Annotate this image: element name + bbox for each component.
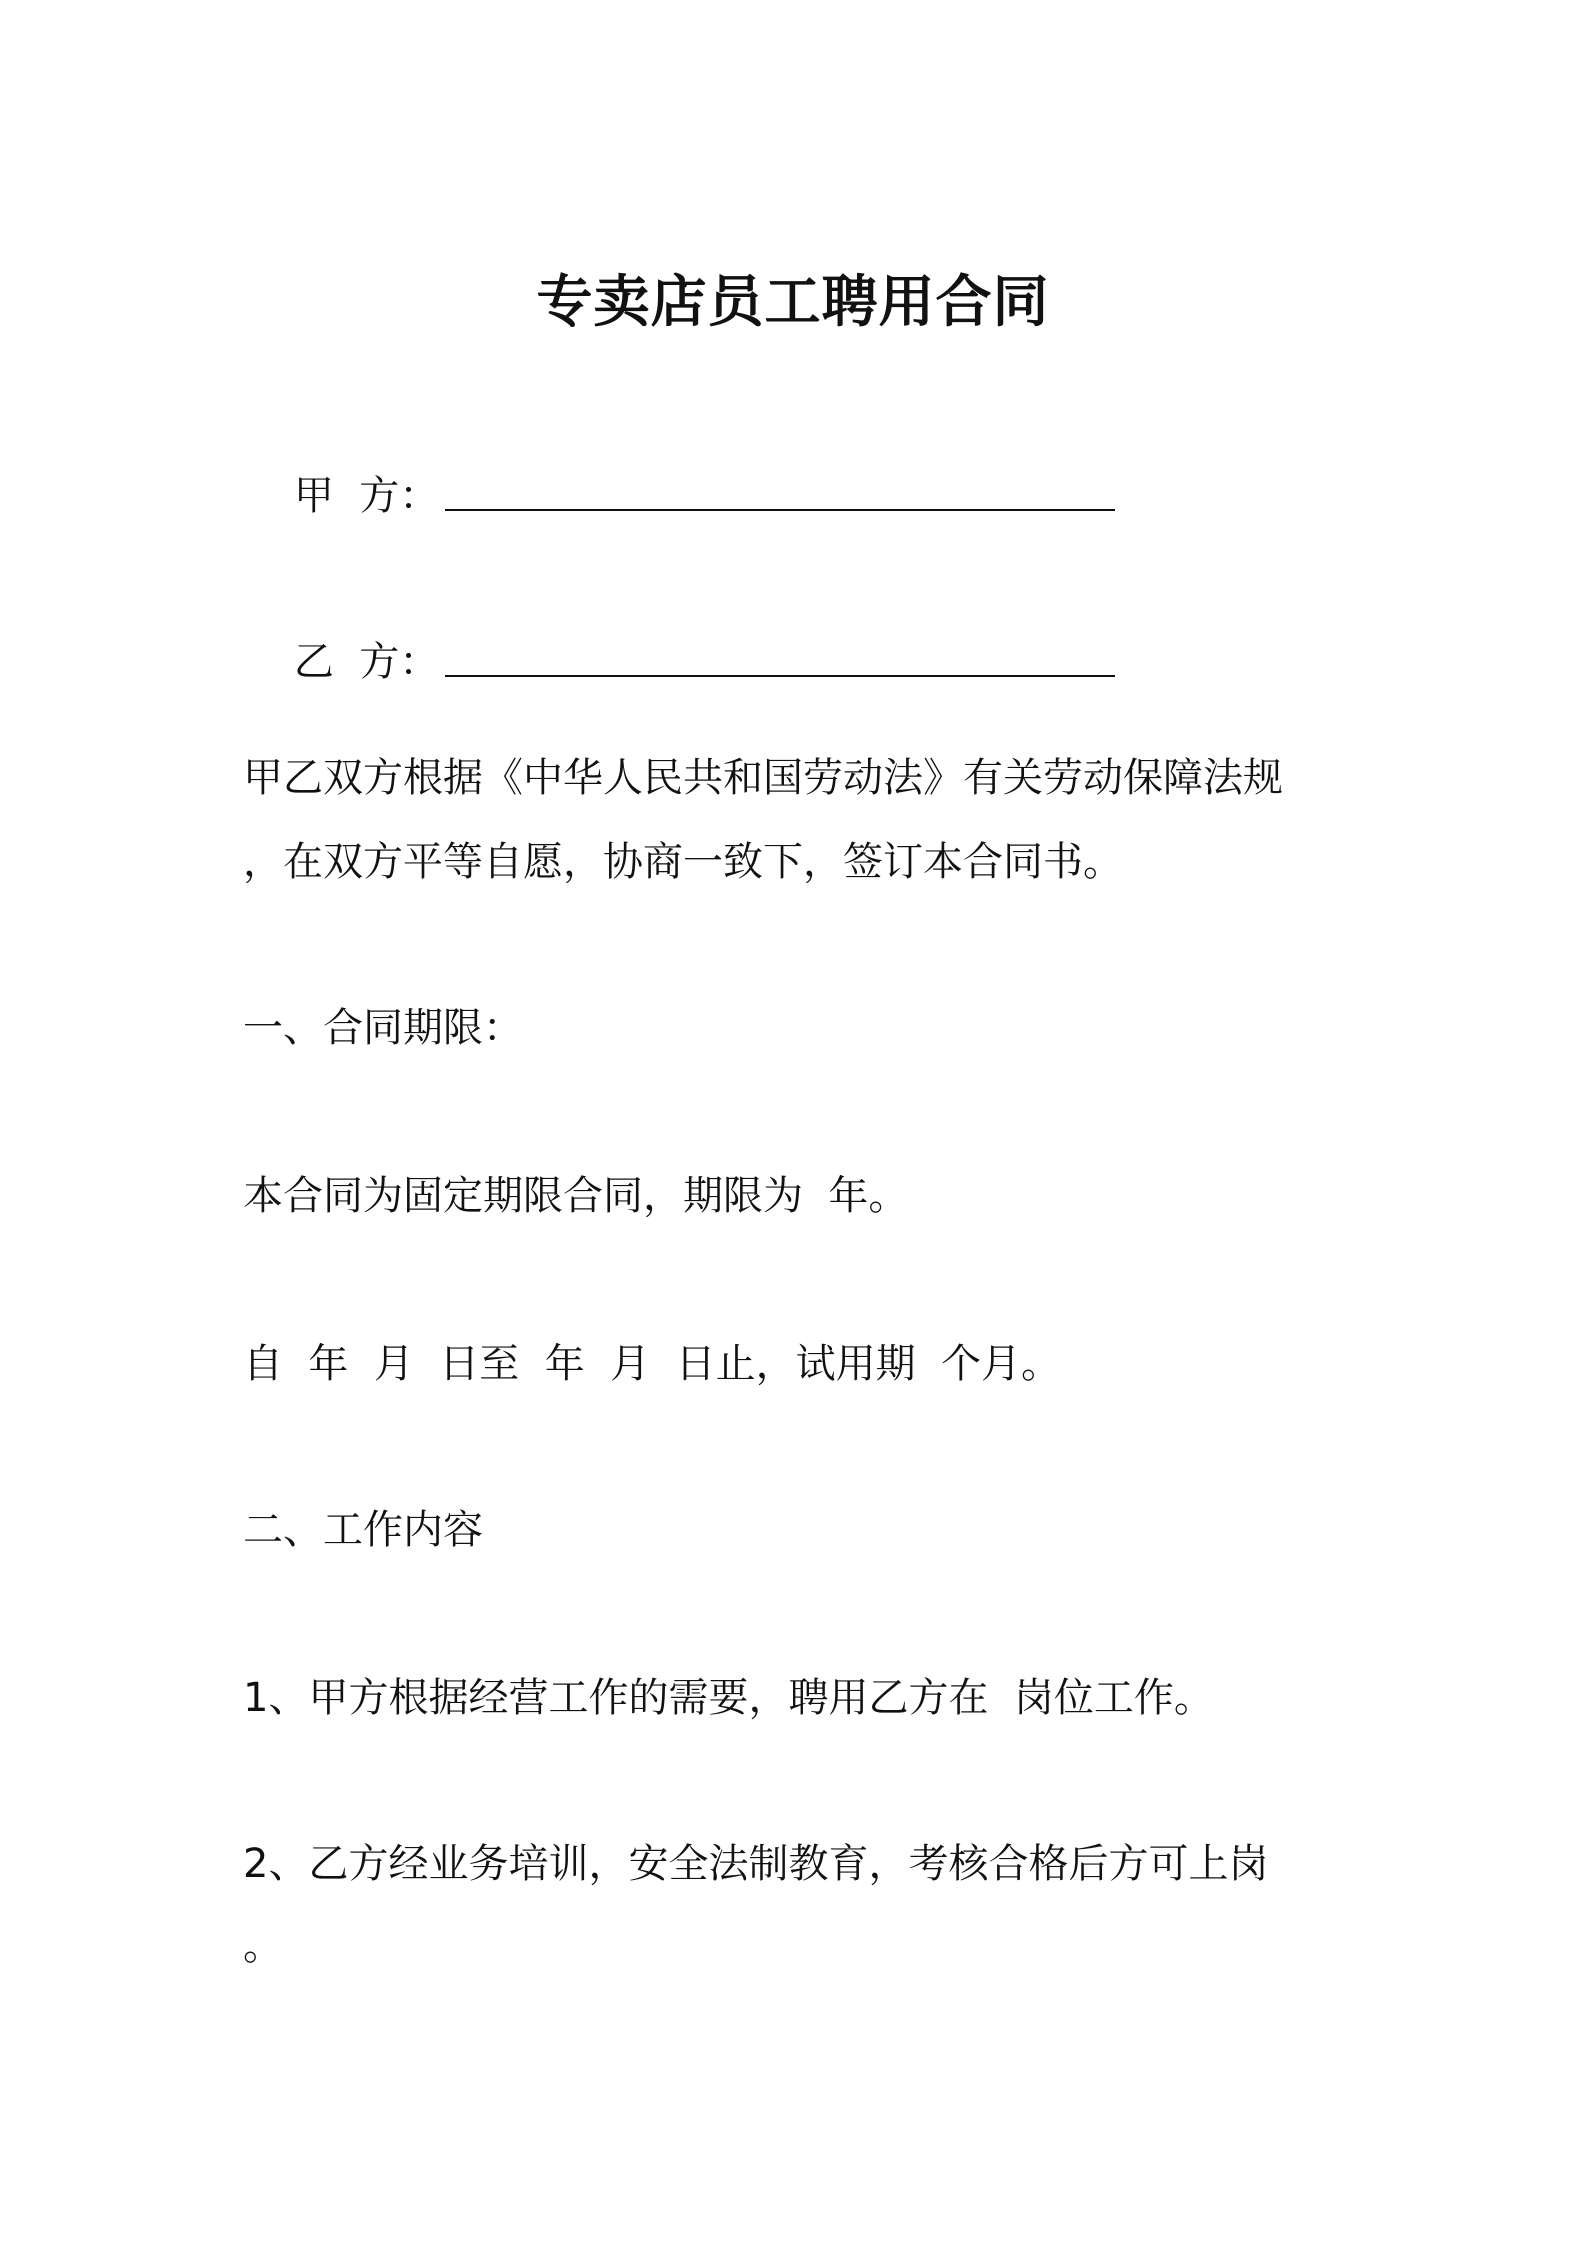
party-a-label: 甲 方： [293,473,440,519]
section-2-item-1: 1、甲方根据经营工作的需要，聘用乙方在 岗位工作。 [243,1675,1214,1721]
intro-line-1: 甲乙双方根据《中华人民共和国劳动法》有关劳动保障法规 [243,755,1283,801]
section-1-heading: 一、合同期限： [243,1005,523,1051]
section-2-item-2-line-2: 。 [243,1923,283,1969]
section-1-paragraph-1: 本合同为固定期限合同，期限为 年。 [243,1173,909,1219]
contract-title: 专卖店员工聘用合同 [536,270,1050,335]
party-a-blank [445,509,1115,511]
section-1-paragraph-2: 自 年 月 日至 年 月 日止，试用期 个月。 [243,1341,1062,1387]
party-b-blank [445,675,1115,677]
party-a-line [243,424,1115,568]
party-b-label: 乙 方： [293,639,440,685]
intro-line-2: ，在双方平等自愿，协商一致下，签订本合同书。 [243,839,1123,885]
party-b-line [243,590,1115,734]
section-2-item-2-line-1: 2、乙方经业务培训，安全法制教育，考核合格后方可上岗 [243,1841,1269,1887]
section-2-heading: 二、工作内容 [243,1507,483,1553]
